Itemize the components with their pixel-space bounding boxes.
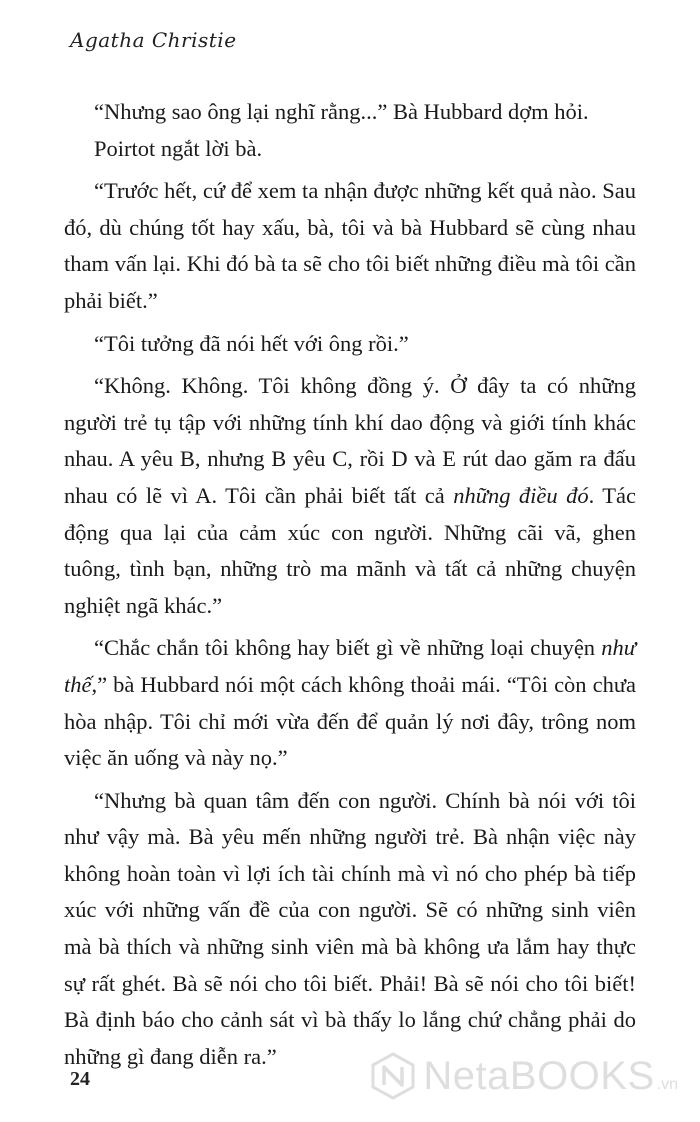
watermark-brand: NetaBOOKS bbox=[423, 1053, 655, 1098]
paragraph bbox=[64, 783, 636, 1082]
text-segment: “Tôi tưởng đã nói hết với ông rồi.” bbox=[94, 330, 409, 356]
text-segment: “Nhưng sao ông lại nghĩ rằng...” Bà Hubbard dợm hỏi. bbox=[94, 99, 589, 124]
text-segment: “Trước hết, cứ để xem ta nhận được những kết quả nào. Sau đó, dù chúng tốt hay xấu, bà, tôi và bà Hubbard sẽ cùng nhau tham vấn lại. Khi đó bà ta sẽ cho tôi biết những điều mà tôi cần phải biết.” bbox=[64, 178, 636, 313]
paragraph bbox=[64, 630, 636, 782]
watermark-suffix: .vn bbox=[656, 1076, 678, 1093]
text-segment: “Không. Không. Tôi không đồng ý. Ở đây ta có những người trẻ tụ tập với những tính khí dao động và giới tính khác nhau. A yêu B, nhưng B yêu C, rồi D và E rút dao găm ra đấu nhau có lẽ vì A. Tôi cần phải biết tất cả bbox=[64, 373, 636, 508]
paragraph bbox=[64, 326, 636, 369]
page-number: 24 bbox=[70, 1068, 90, 1090]
netabooks-logo-icon bbox=[369, 1052, 417, 1100]
author-signature: Agatha Christie bbox=[70, 28, 237, 52]
paragraph bbox=[64, 94, 636, 131]
page-body bbox=[64, 94, 636, 1081]
text-segment: “Chắc chắn tôi không hay biết gì về những loại chuyện bbox=[94, 635, 602, 661]
paragraph bbox=[64, 368, 636, 630]
text-segment: . Tác động qua lại của cảm xúc con người. Những cãi vã, ghen tuông, tình bạn, những trò ma mãnh và tất cả những chuyện nghiệt ngã khác.” bbox=[64, 482, 637, 618]
text-segment: Poirtot ngắt lời bà. bbox=[94, 135, 263, 161]
italic-text: như thế bbox=[64, 635, 636, 697]
paragraph bbox=[64, 173, 636, 325]
italic-text: những điều đó bbox=[453, 482, 589, 508]
paragraph bbox=[64, 131, 636, 174]
text-segment: ,” bà Hubbard nói một cách không thoải mái. “Tôi còn chưa hòa nhập. Tôi chỉ mới vừa đến để quản lý nơi đây, trông nom việc ăn uống và này nọ.” bbox=[64, 671, 636, 771]
text-segment: “Nhưng bà quan tâm đến con người. Chính bà nói với tôi như vậy mà. Bà yêu mến những người trẻ. Bà nhận việc này không hoàn toàn vì lợi ích tài chính mà vì nó cho phép bà tiếp xúc với những vấn đề của con người. Sẽ có những sinh viên mà bà thích và những sinh viên mà bà không ưa lắm hay thực sự rất ghét. Bà sẽ nói cho tôi biết. Phải! Bà sẽ nói cho tôi biết! Bà định báo cho cảnh sát vì bà thấy lo lắng chứ chẳng phải do những gì đang diễn ra.” bbox=[64, 787, 636, 1069]
watermark bbox=[369, 1052, 678, 1100]
